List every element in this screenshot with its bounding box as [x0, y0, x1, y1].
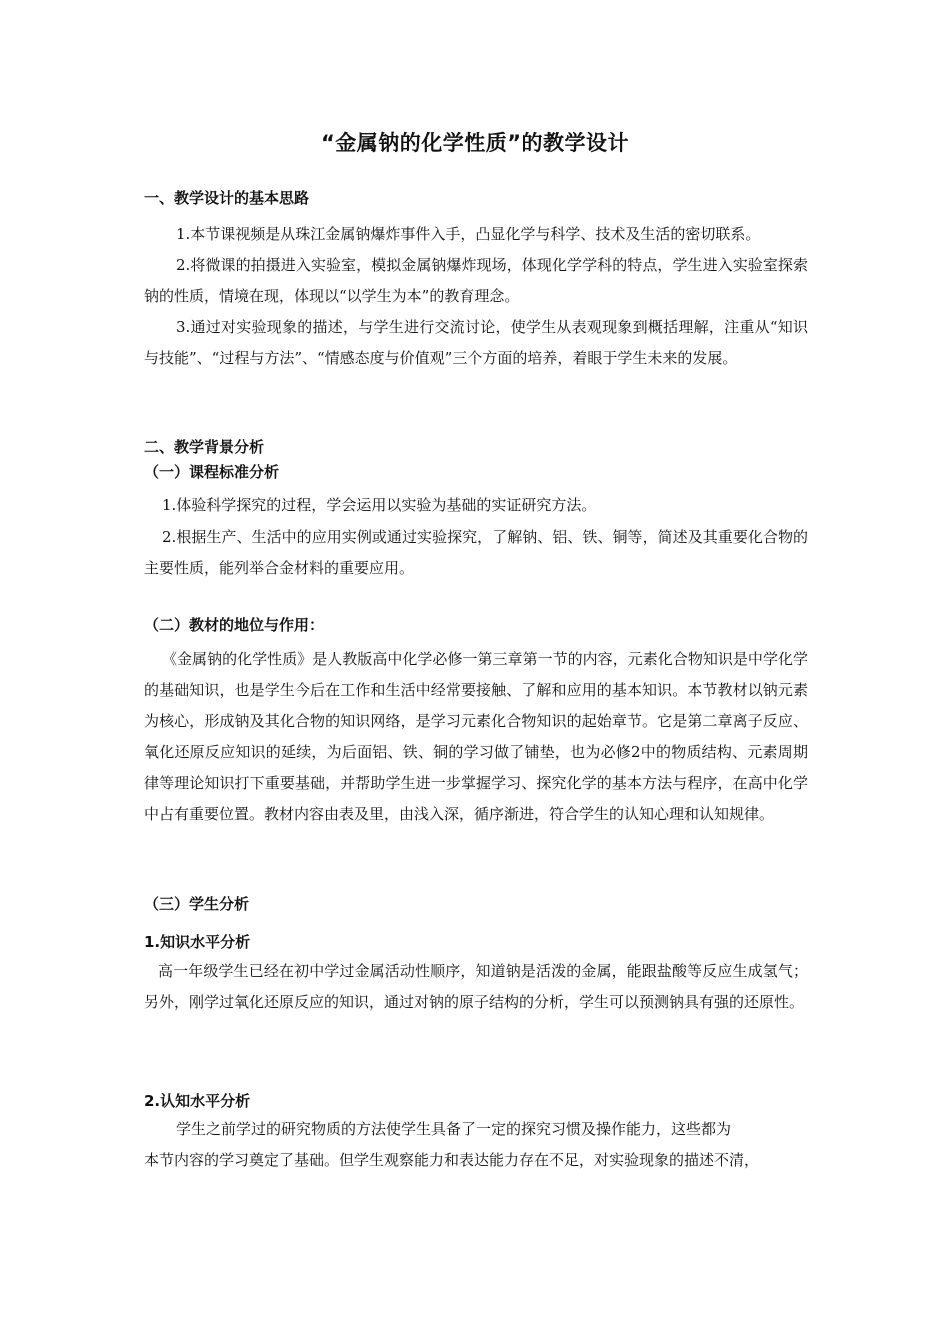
paragraph-idea-1: 1.本节课视频是从珠江金属钠爆炸事件入手，凸显化学与科学、技术及生活的密切联系。: [176, 225, 761, 243]
subsection-heading-curriculum: （一）课程标准分析: [144, 463, 280, 481]
section-heading-design-idea: 一、教学设计的基本思路: [144, 189, 310, 207]
paragraph-cognitive-line-1: 学生之前学过的研究物质的方法使学生具备了一定的探究习惯及操作能力，这些都为: [176, 1120, 732, 1138]
paragraph-cognitive-line-2: 本节内容的学习奠定了基础。但学生观察能力和表达能力存在不足，对实验现象的描述不清，: [144, 1151, 760, 1169]
document-title: “金属钠的化学性质”的教学设计: [320, 131, 630, 155]
paragraph-idea-2: 2.将微课的拍摄进入实验室，模拟金属钠爆炸现场，体现化学学科的特点，学生进入实验室探索钠的性质，情境在现，体现以“以学生为本”的教育理念。: [144, 256, 808, 305]
heading-knowledge-level: 1.知识水平分析: [144, 933, 251, 951]
paragraph-curriculum-2: 2.根据生产、生活中的应用实例或通过实验探究，了解钠、铝、铁、铜等，简述及其重要化合物的主要性质，能列举合金材料的重要应用。: [144, 528, 808, 577]
section-heading-background: 二、教学背景分析: [144, 438, 265, 456]
paragraph-knowledge-level: 高一年级学生已经在初中学过金属活动性顺序，知道钠是活泼的金属，能跟盐酸等反应生成氢气；另外，刚学过氧化还原反应的知识，通过对钠的原子结构的分析，学生可以预测钠具有强的还原性。: [144, 962, 808, 1011]
paragraph-idea-3: 3.通过对实验现象的描述，与学生进行交流讨论，使学生从表观现象到概括理解，注重从“知识与技能”、“过程与方法”、“情感态度与价值观”三个方面的培养，着眼于学生未来的发展。: [144, 318, 808, 367]
paragraph-curriculum-1: 1.体验科学探究的过程，学会运用以实验为基础的实证研究方法。: [162, 496, 597, 514]
subsection-heading-textbook: （二）教材的地位与作用：: [144, 616, 325, 634]
paragraph-textbook: 《金属钠的化学性质》是人教版高中化学必修一第三章第一节的内容，元素化合物知识是中学化学的基础知识，也是学生今后在工作和生活中经常要接触、了解和应用的基本知识。本节教材以钠元素为核心，形成钠及其化合物的知识网络，是学习元素化合物知识的起始章节。它是第二章离子反应、氧化还原反应知识的延续，为后面铝、铁、铜的学习做了铺垫，也为必修2中的物质结构、元素周期律等理论知识打下重要基础，并帮助学生进一步掌握学习、探究化学的基本方法与程序，在高中化学中占有重要位置。教材内容由表及里，由浅入深，循序渐进，符合学生的认知心理和认知规律。: [144, 650, 808, 823]
subsection-heading-students: （三）学生分析: [144, 895, 250, 913]
heading-cognitive-level: 2.认知水平分析: [144, 1092, 251, 1110]
